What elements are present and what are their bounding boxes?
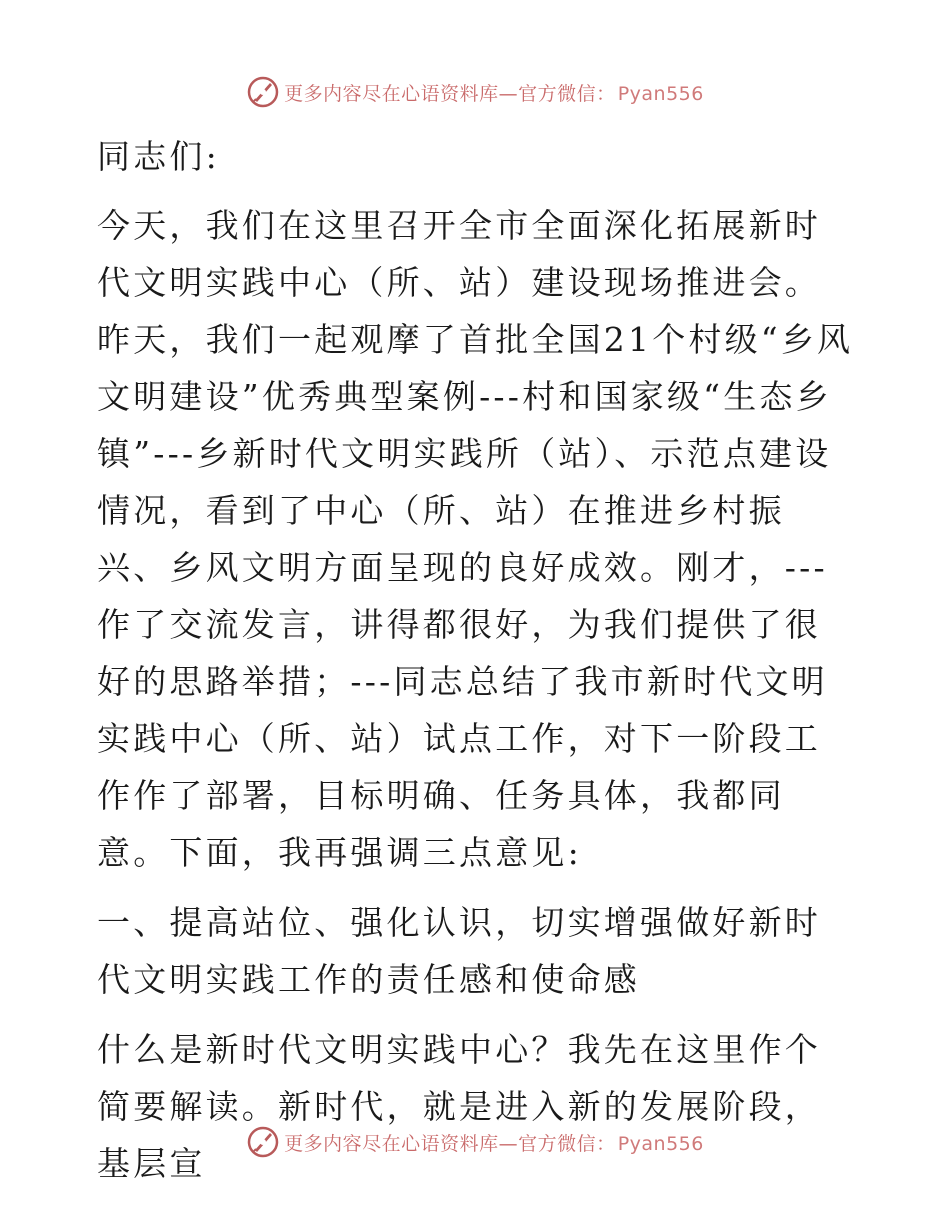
banner-text bbox=[284, 79, 704, 106]
banner-main-text: 更多内容尽在心语资料库 bbox=[284, 1132, 499, 1155]
banner-text bbox=[284, 1129, 704, 1156]
section-heading-1: 一、提高站位、强化认识，切实增强做好新时代文明实践工作的责任感和使命感 bbox=[97, 903, 821, 999]
banner-account: Pyan556 bbox=[617, 1132, 704, 1155]
quill-pen-icon bbox=[246, 75, 280, 109]
paragraph-explanation: 什么是新时代文明实践中心？我先在这里作个简要解读。新时代，就是进入新的发展阶段，基层宣 bbox=[97, 1030, 821, 1183]
quill-pen-icon bbox=[246, 1125, 280, 1159]
salutation: 同志们: bbox=[97, 137, 220, 176]
document-body bbox=[97, 128, 857, 1192]
header-watermark-banner bbox=[0, 72, 950, 112]
paragraph-intro: 今天，我们在这里召开全市全面深化拓展新时代文明实践中心（所、站）建设现场推进会。昨天，我们一起观摩了首批全国21个村级“乡风文明建设”优秀典型案例---村和国家级“生态乡镇”---乡新时代文明实践所（站）、示范点建设情况，看到了中心（所、站）在推进乡村振兴、乡风文明方面呈现的良好成效。刚才，---作了交流发言，讲得都很好，为我们提供了很好的思路举措；---同志总结了我市新时代文明实践中心（所、站）试点工作，对下一阶段工作作了部署，目标明确、任务具体，我都同意。下面，我再强调三点意见: bbox=[97, 206, 854, 872]
banner-separator: —官方微信： bbox=[498, 1132, 616, 1155]
banner-main-text: 更多内容尽在心语资料库 bbox=[284, 82, 499, 105]
banner-separator: —官方微信： bbox=[498, 82, 616, 105]
banner-account: Pyan556 bbox=[617, 82, 704, 105]
footer-watermark-banner bbox=[0, 1122, 950, 1162]
